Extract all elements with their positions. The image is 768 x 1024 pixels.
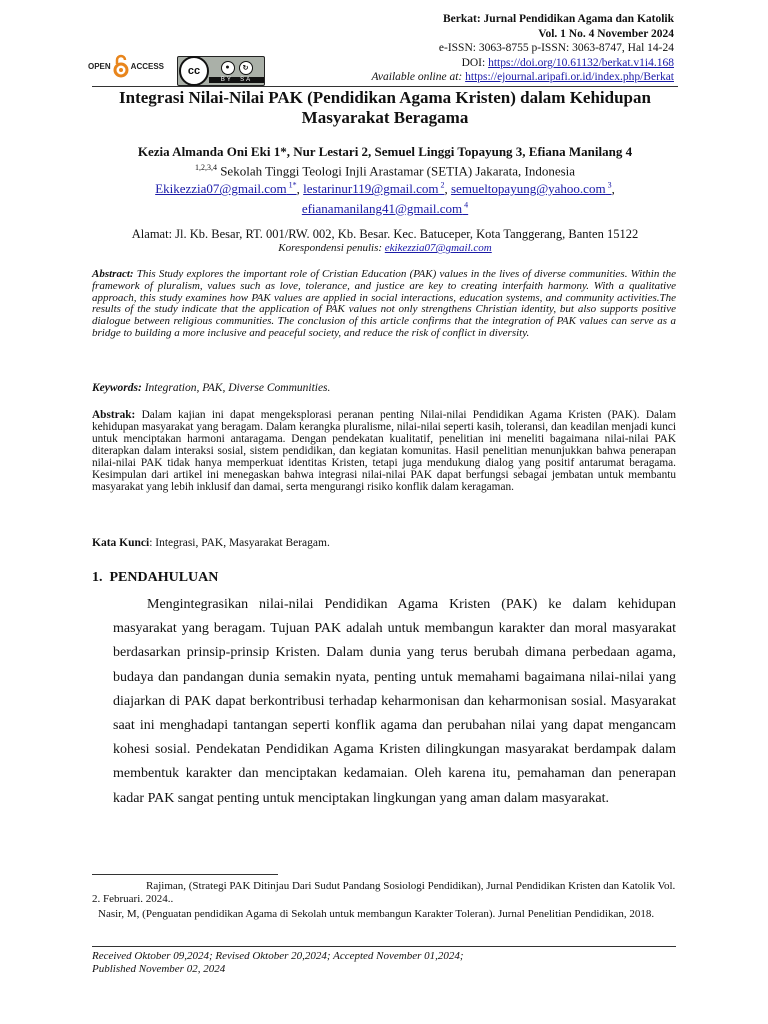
journal-issn: e-ISSN: 3063-8755 p-ISSN: 3063-8747, Hal 14-24 xyxy=(438,42,674,55)
keywords-indonesian: Kata Kunci: Integrasi, PAK, Masyarakat Beragam. xyxy=(92,537,330,549)
cc-sa-label: SA xyxy=(240,76,253,83)
author-address: Alamat: Jl. Kb. Besar, RT. 001/RW. 002, Kb. Besar. Kec. Batuceper, Kota Tanggerang, Banten 15122 xyxy=(131,227,639,241)
doi-link[interactable]: https://doi.org/10.61132/berkat.v1i4.168 xyxy=(488,56,674,69)
footer-divider xyxy=(92,946,676,947)
affiliation: $^{1,2,3,4}$ Sekolah Tinggi Teologi Injli Arastamar (SETIA) Jakarata, Indonesia xyxy=(194,163,576,179)
email-link-4[interactable]: efianamanilang41@gmail.com $^4$ xyxy=(301,200,469,216)
paper-authors: Kezia Almanda Oni Eki 1*, Nur Lestari 2, Semuel Linggi Topayung 3, Efiana Manilang 4 xyxy=(137,144,633,159)
open-access-text: ACCESS xyxy=(130,61,165,71)
footnote-2: Nasir, M, (Penguatan pendidikan Agama di Sekolah untuk membangun Karakter Toleran). Jurnal Penelitian Pendidikan, 2018. xyxy=(98,908,655,920)
correspondence-email-link[interactable]: ekikezzia07@gmail.com xyxy=(384,242,492,254)
email-link-1[interactable]: Ekikezzia07@gmail.com $^{1*}$ xyxy=(155,181,297,197)
journal-url-link[interactable]: https://ejournal.aripafi.or.id/index.php/Berkat xyxy=(465,71,674,84)
abstract-english: Abstract: This Study explores the important role of Cristian Education (PAK) values in the lives of diverse communities. Within the framework of pluralism, values such as love, tolerance, and justice are key to creating interfaith harmony. With a qualitative approach, this study examines how PAK values are applied in social interactions, education systems, and community activities.The results of the study indicate that the application of PAK values not only strengthens Christian identity, but also supports positive dialogue between religious communities. The conclusion of this article confirms that the integration of PAK values can serve as a bridge to building a more inclusive and peaceful society, and reduce the risk of conflict in diversity. xyxy=(92,268,676,339)
open-access-prefix: OPEN xyxy=(88,61,111,71)
author-emails: Ekikezzia07@gmail.com $^{1*}$, lestarinur119@gmail.com $^2$, semueltopayung@yahoo.com $^3$, efianamanilang41@gmail.com $^4$ xyxy=(155,181,615,216)
journal-doi: DOI: https://doi.org/10.61132/berkat.v1i4.168 xyxy=(461,56,674,69)
section-heading: 1. PENDAHULUAN xyxy=(92,570,219,585)
cc-license-badge[interactable] xyxy=(177,56,265,86)
journal-volume: Vol. 1 No. 4 November 2024 xyxy=(538,27,674,40)
body-text xyxy=(113,593,676,811)
correspondence: Korespondensi penulis: ekikezzia07@gmail.com xyxy=(278,242,492,254)
article-history xyxy=(92,950,464,976)
by-person-icon: ● xyxy=(221,61,235,75)
header-divider xyxy=(92,86,678,87)
cc-icon: cc xyxy=(179,56,209,86)
received-dates: Received Oktober 09,2024; Revised Oktober 20,2024; Accepted November 01,2024; xyxy=(92,950,464,962)
journal-name: Berkat: Jurnal Pendidikan Agama dan Katolik xyxy=(443,13,674,25)
footnote-divider xyxy=(92,874,278,875)
email-link-2[interactable]: lestarinur119@gmail.com $^2$ xyxy=(303,181,445,197)
abstract-english-label: Abstract: xyxy=(92,268,134,280)
abstract-indonesian: Abstrak: Dalam kajian ini dapat mengeksplorasi peranan penting Nilai-nilai Pendidikan Agama Kristen (PAK). Dalam kehidupan masyarakat yang beragam. Dalam kerangka pluralisme, nilai-nilai seperti kasih, toleransi, dan keadilan menjadi kunci untuk menciptakan harmoni antaragama. Dengan pendekatan kualitatif, penelitian ini meneliti bagaimana nilai-nilai PAK diterapkan dalam interaksi sosial, sistem pendidikan, dan kegiatan komunitas. Hasil penelitian menunjukkan bahwa penerapan nilai-nilai PAK tidak hanya memperkuat identitas Kristen, tetapi juga mendukung dialog yang positif antarumat beragama. Kesimpulan dari artikel ini menegaskan bahwa integrasi nilai-nilai PAK dapat berfungsi sebagai jembatan untuk membantu masyarakat yang lebih inklusif dan damai, serta mengurangi risiko konflik dalam keragaman. xyxy=(92,409,676,493)
open-access-logo xyxy=(88,54,164,78)
paper-title: Integrasi Nilai-Nilai PAK (Pendidikan Agama Kristen) dalam Kehidupan Masyarakat Beragama xyxy=(119,88,651,127)
journal-header xyxy=(372,12,674,85)
email-link-3[interactable]: semueltopayung@yahoo.com $^3$ xyxy=(450,181,612,197)
journal-online: Available online at: https://ejournal.aripafi.or.id/index.php/Berkat xyxy=(371,71,674,84)
body-paragraph: Mengintegrasikan nilai-nilai Pendidikan Agama Kristen (PAK) ke dalam kehidupan masyarakat yang beragam. Tujuan PAK adalah untuk membangun karakter dan moral masyarakat berdasarkan prinsip-prinsip Kristen. Dalam dunia yang terus berubah dimana perbedaan agama, budaya dan pandangan dunia semakin nyata, penting untuk memahami bagaimana nilai-nilai yang diajarkan di PAK dapat berkontribusi terhadap keharmonisan dan keharmonisan sosial. Masyarakat saat ini menghadapi tantangan seperti konflik agama dan perubahan nilai yang dapat mengancam kohesi sosial. Pendekatan Pendidikan Agama Kristen dilingkungan masyarakat berdampak dalam membentuk karakter dan menciptakan kedamaian. Oleh karena itu, pemahaman dan penerapan kadar PAK sangat penting untuk menciptakan lingkungan yang aman dalam masyarakat. xyxy=(113,597,676,806)
open-access-lock-icon xyxy=(113,54,129,78)
cc-by-label: BY xyxy=(220,76,233,83)
affiliation-superscript: 1,2,3,4 xyxy=(194,163,217,172)
abstract-indonesian-label: Abstrak: xyxy=(92,409,136,421)
published-date: Published November 02, 2024 xyxy=(92,963,226,975)
footnote-1: Rajiman, (Strategi PAK Ditinjau Dari Sudut Pandang Sosiologi Pendidikan), Jurnal Pendidikan Kristen dan Katolik Vol. 2. Februari. 2024.. xyxy=(92,880,676,905)
keywords-english: Keywords: Integration, PAK, Diverse Communities. xyxy=(92,382,331,394)
share-alike-icon: ↻ xyxy=(239,61,253,75)
